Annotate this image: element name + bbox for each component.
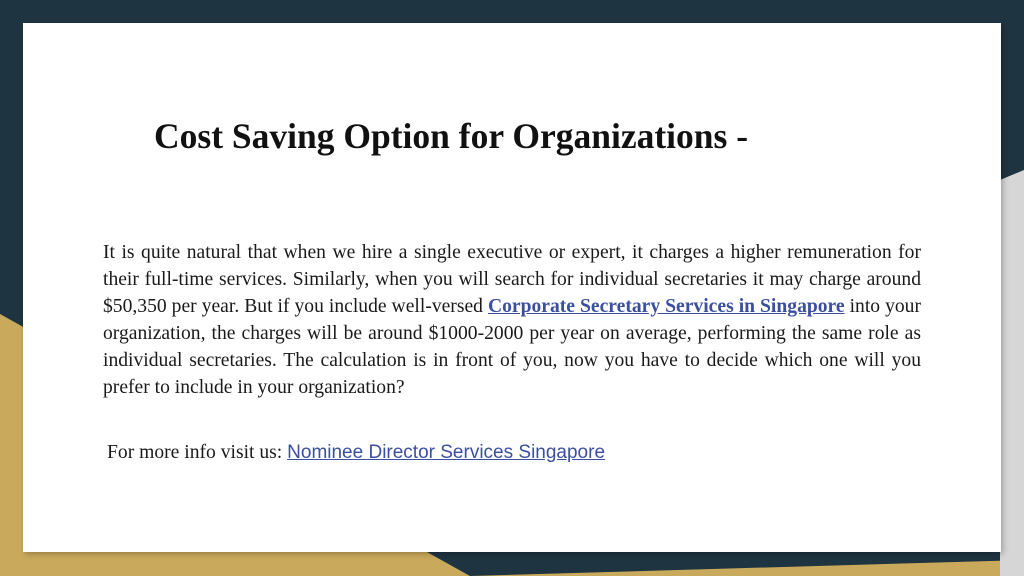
slide-title: Cost Saving Option for Organizations - [154, 116, 749, 156]
slide [23, 23, 1001, 552]
more-info-label: For more info visit us: [107, 442, 288, 463]
paragraph-text-after-link: into your organization, the charges will be around $1000-2000 per year on average, performing the same role as individual secretaries. The calculation is in front of you, now you have to decide which one will you prefer to include in your organization? [103, 295, 922, 398]
corporate-secretary-link[interactable]: Corporate Secretary Services in Singapore [487, 295, 845, 317]
nominee-director-link[interactable]: Nominee Director Services Singapore [287, 442, 606, 463]
more-info-line [107, 442, 605, 464]
paragraph-text-before-link: It is quite natural that when we hire a single executive or expert, it charges a higher remuneration for their full-time services. Similarly, when you will search for individual secretaries it may charge around $50,350 per year. But if you include well-versed [103, 242, 921, 317]
body-paragraph [103, 240, 921, 401]
